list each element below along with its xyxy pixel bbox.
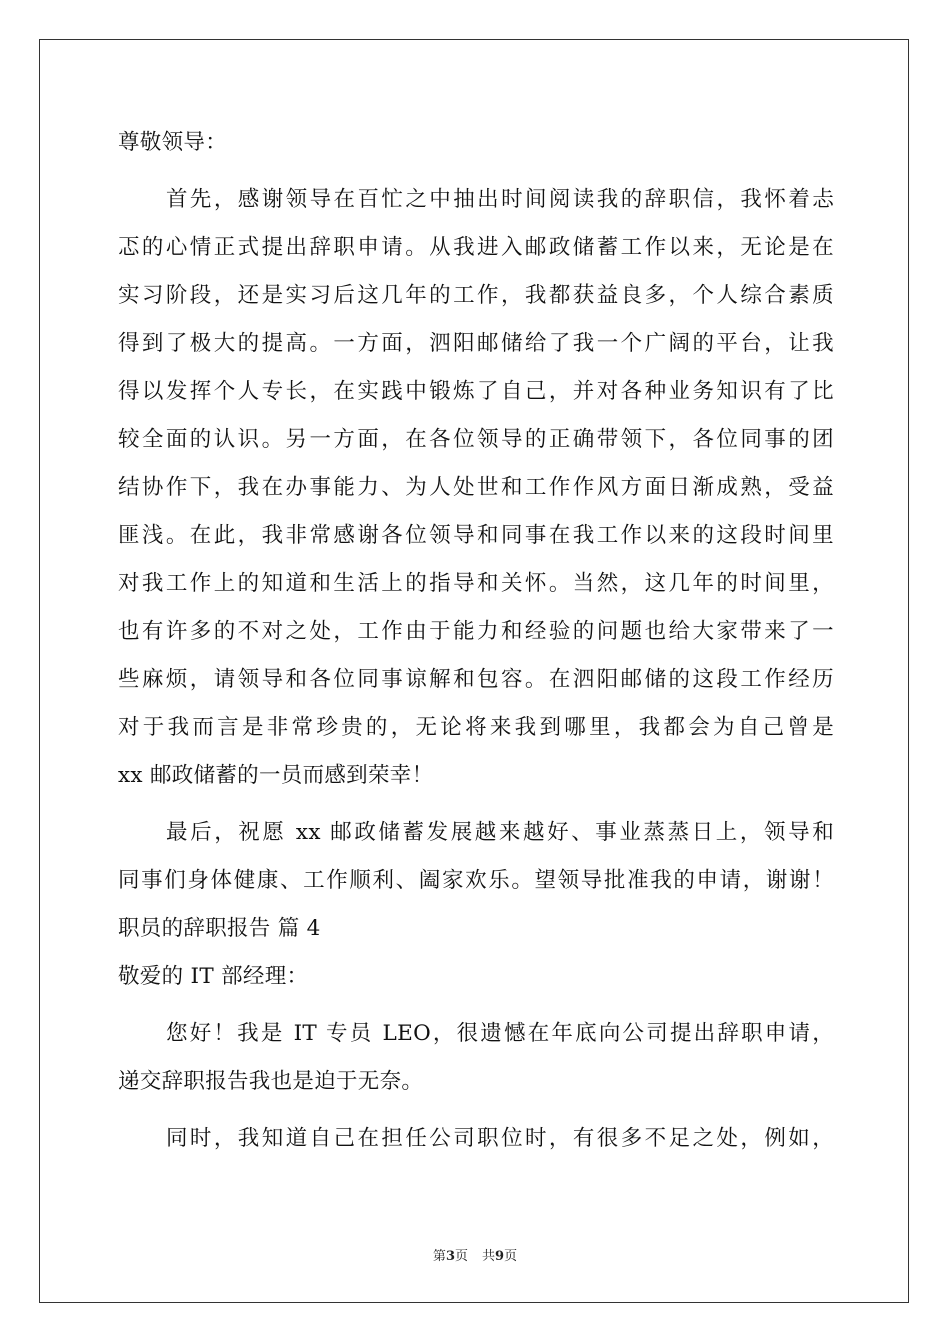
- paragraph-line: 同时，我知道自己在担任公司职位时，有很多不足之处，例如，: [166, 1126, 834, 1151]
- paragraph-line: 您好！我是 IT 专员 LEO，很遗憾在年底向公司提出辞职申请，: [166, 1021, 834, 1046]
- paragraph-line: 些麻烦，请领导和各位同事谅解和包容。在泗阳邮储的这段工作经历: [118, 667, 834, 692]
- paragraph-line: 首先，感谢领导在百忙之中抽出时间阅读我的辞职信，我怀着忐: [166, 187, 834, 212]
- paragraph-line: 得以发挥个人专长，在实践中锻炼了自己，并对各种业务知识有了比: [118, 379, 834, 404]
- section-heading: 职员的辞职报告 篇 4: [118, 916, 321, 941]
- paragraph-line: 匪浅。在此，我非常感谢各位领导和同事在我工作以来的这段时间里: [118, 523, 834, 548]
- paragraph-line: 对我工作上的知道和生活上的指导和关怀。当然，这几年的时间里，: [118, 571, 834, 596]
- paragraph-line: 结协作下，我在办事能力、为人处世和工作作风方面日渐成熟，受益: [118, 475, 834, 500]
- page-number: 3: [445, 1249, 455, 1264]
- total-prefix: 共: [482, 1249, 496, 1264]
- total-suffix: 页: [504, 1249, 518, 1264]
- page-suffix: 页: [454, 1249, 468, 1264]
- paragraph-line: 最后，祝愿 xx 邮政储蓄发展越来越好、事业蒸蒸日上，领导和: [166, 820, 834, 845]
- page-footer: [0, 1245, 950, 1264]
- page-prefix: 第: [432, 1249, 446, 1264]
- paragraph-line: xx 邮政储蓄的一员而感到荣幸！: [118, 763, 434, 788]
- paragraph-line: 较全面的认识。另一方面，在各位领导的正确带领下，各位同事的团: [118, 427, 834, 452]
- salutation: 敬爱的 IT 部经理：: [118, 964, 309, 989]
- paragraph-line: 对于我而言是非常珍贵的，无论将来我到哪里，我都会为自己曾是: [118, 715, 834, 740]
- paragraph-line: 实习阶段，还是实习后这几年的工作，我都获益良多，个人综合素质: [118, 283, 834, 308]
- paragraph-line: 也有许多的不对之处，工作由于能力和经验的问题也给大家带来了一: [118, 619, 834, 644]
- paragraph-line: 得到了极大的提高。一方面，泗阳邮储给了我一个广阔的平台，让我: [118, 331, 834, 356]
- salutation: 尊敬领导：: [118, 130, 228, 155]
- paragraph-line: 同事们身体健康、工作顺利、阖家欢乐。望领导批准我的申请，谢谢！: [118, 868, 834, 893]
- total-pages: 9: [495, 1249, 505, 1264]
- paragraph-line: 忑的心情正式提出辞职申请。从我进入邮政储蓄工作以来，无论是在: [118, 235, 834, 260]
- paragraph-line: 递交辞职报告我也是迫于无奈。: [118, 1069, 424, 1094]
